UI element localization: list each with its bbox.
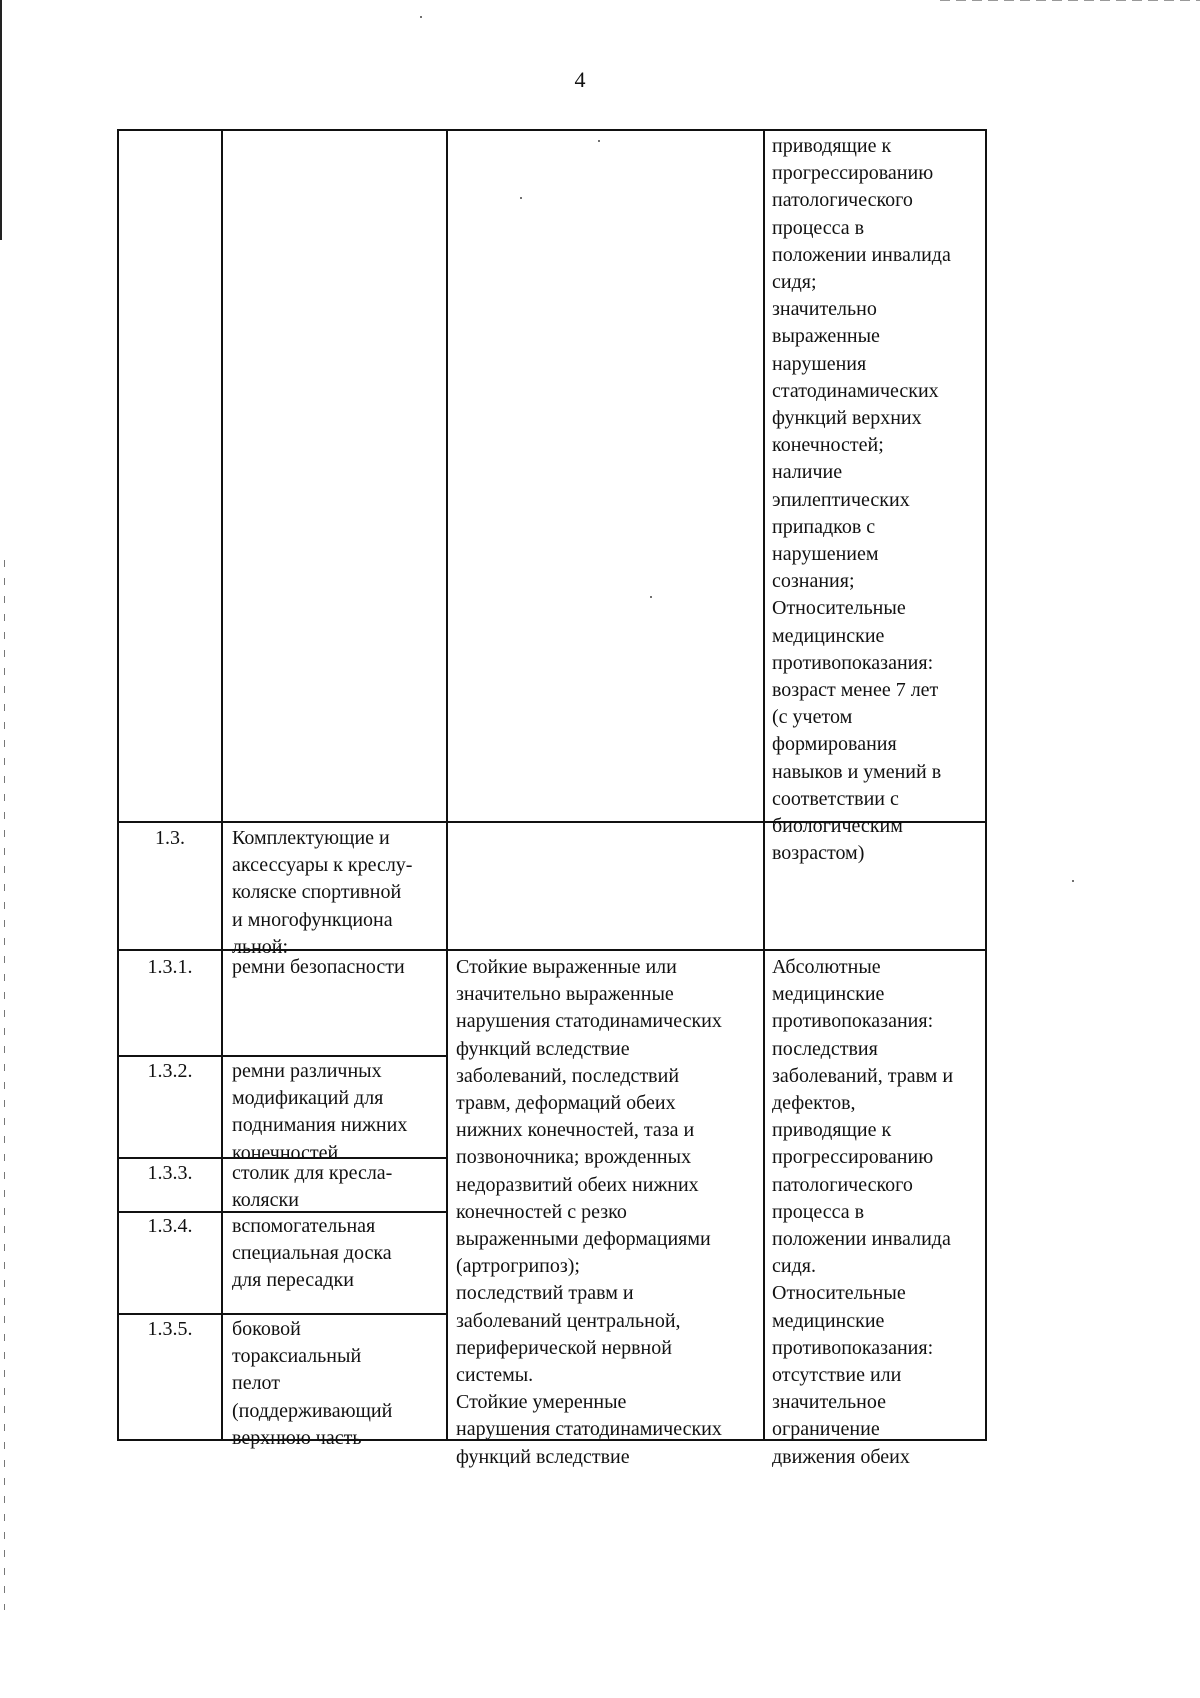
table-border-left [117, 129, 119, 1441]
scan-speck [420, 16, 422, 18]
item-name: вспомогательная специальная доска для пересадки [232, 1215, 392, 1292]
scan-speck [650, 596, 652, 598]
page-number: 4 [574, 67, 586, 92]
scan-speck [520, 197, 522, 199]
item-name: Комплектующие и аксессуары к креслу- коляске спортивной и многофункциона льной: [232, 827, 413, 958]
item-name: боковой тораксиальный пелот (поддерживающий верхнюю часть [232, 1318, 393, 1449]
table-col-divider [763, 129, 765, 1441]
table-border-right [985, 129, 987, 1441]
table-col-divider [221, 129, 223, 1441]
table-border-top [117, 129, 987, 131]
row-number: 1.3.1. [147, 956, 193, 978]
item-name: ремни безопасности [232, 956, 405, 978]
item-name: столик для кресла- коляски [232, 1162, 393, 1212]
row-number: 1.3.5. [147, 1318, 193, 1340]
scan-speck [598, 140, 600, 142]
scan-speck [1072, 880, 1074, 882]
contraindications-cell: Абсолютные медицинские противопоказания: последствия заболеваний, травм и дефектов, приводящие к прогрессированию патологического процесса в положении инвалида сидя. Относительные медицинские противопоказания: отсутствие или значительное ограничение движения обеих [772, 956, 954, 1468]
row-number: 1.3.3. [147, 1162, 193, 1184]
row-number: 1.3.4. [147, 1215, 193, 1237]
scan-edge-left [0, 0, 2, 240]
indications-cell: Стойкие выраженные или значительно выраженные нарушения статодинамических функций вследствие заболеваний, последствий травм, деформаций обеих нижних конечностей, таза и позвоночника; врожденных недоразвитий обеих нижних конечностей с резко выраженными деформациями (артрогрипоз); последствий травм и заболеваний центральной, периферической нервной системы. Стойкие умеренные нарушения статодинамических функций вследствие [456, 956, 722, 1468]
row-number: 1.3. [155, 827, 185, 849]
table-col-divider [446, 129, 448, 1441]
table-row-divider [117, 1055, 448, 1057]
row-number: 1.3.2. [147, 1060, 193, 1082]
table-row-divider [117, 1313, 448, 1315]
item-name: ремни различных модификаций для поднимания нижних конечностей [232, 1060, 408, 1164]
scan-edge-top [940, 0, 1200, 1]
scan-edge-dashes [4, 560, 5, 1610]
contraindications-cell-continued: приводящие к прогрессированию патологического процесса в положении инвалида сидя; значительно выраженные нарушения статодинамических функций верхних конечностей; наличие эпилептических припадков с нарушением сознания; Относительные медицинские противопоказания: возраст менее 7 лет (с учетом формирования навыков и умений в соответствии с биологическим возрастом) [772, 135, 951, 865]
